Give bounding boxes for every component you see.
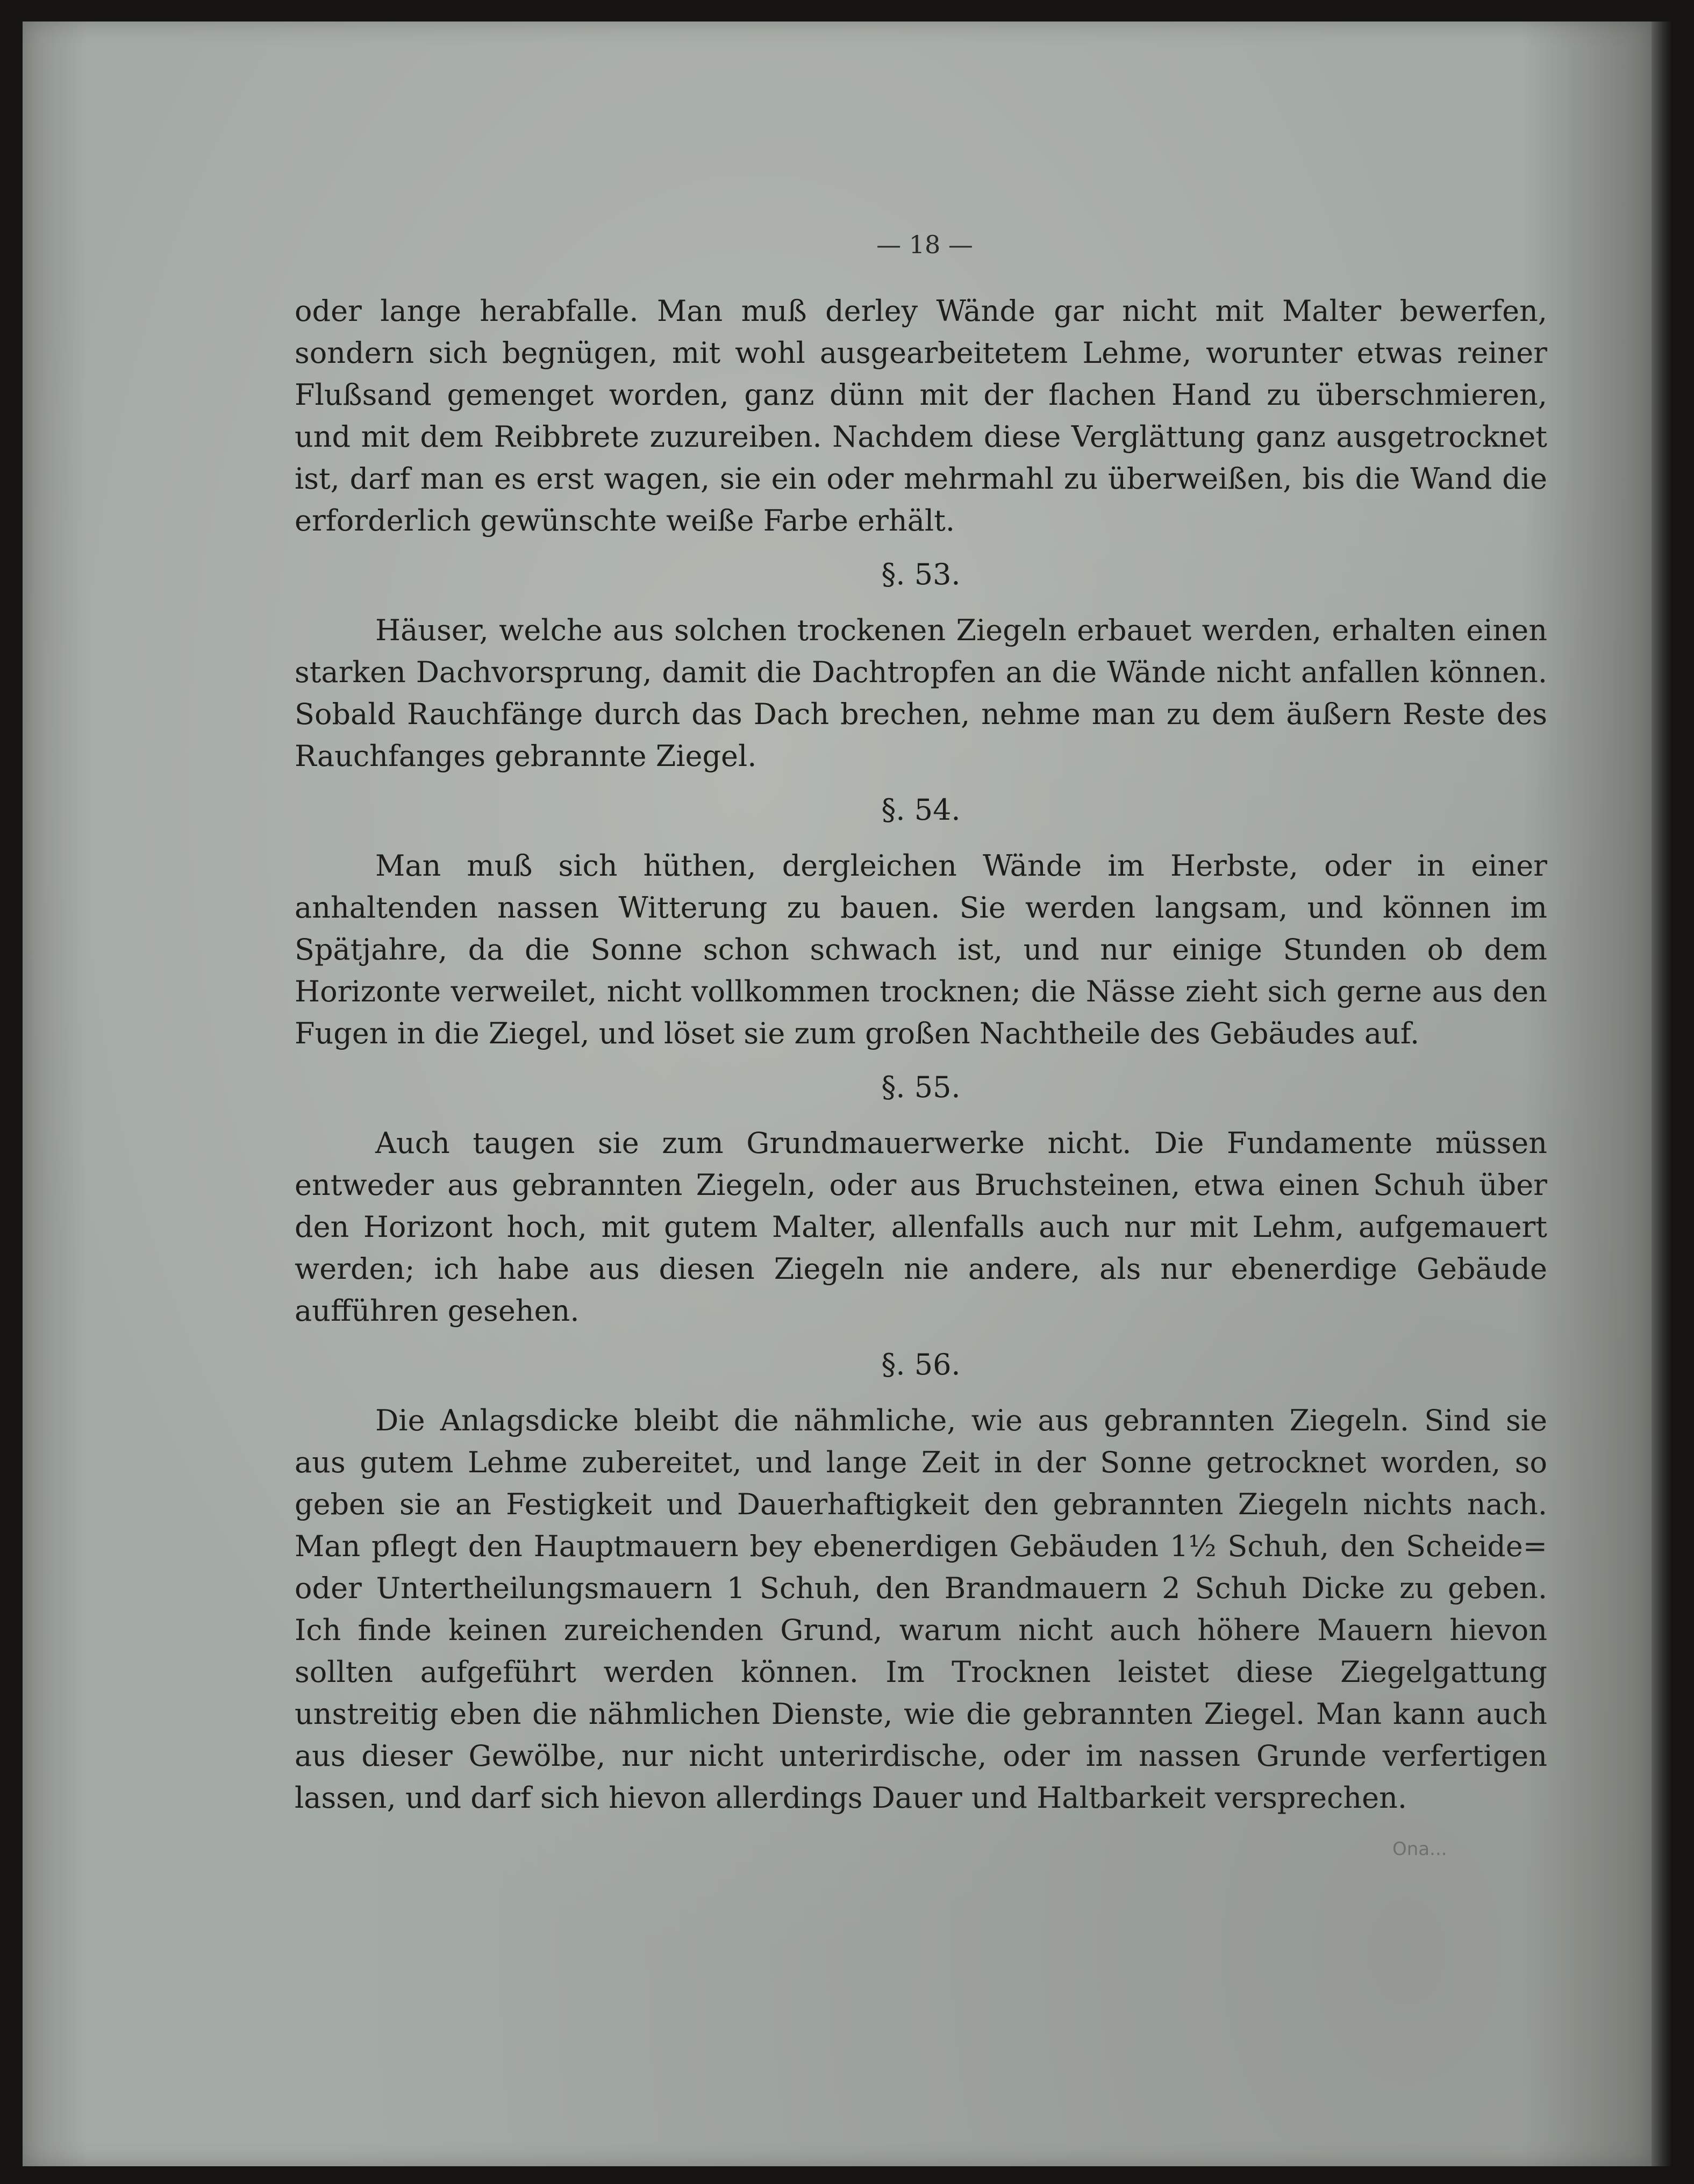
faint-margin-mark: Ona... [1392,1838,1447,1860]
section-heading-56: §. 56. [881,1348,961,1381]
paragraph-continuation: oder lange herabfalle. Man muß derley Wände gar nicht mit Malter bewerfen, sondern sich begnügen, mit wohl ausgearbeitetem Lehme, worunter etwas reiner Flußsand gemenget worden, ganz dünn mit der flachen Hand zu überschmieren, und mit dem Reibbrete zuzureiben. Nachdem diese Verglättung ganz ausgetrocknet ist, darf man es erst wagen, sie ein oder mehrmahl zu überweißen, bis die Wand die erforderlich gewünschte weiße Farbe erhält. [295,294,1547,538]
section-heading-53: §. 53. [881,557,961,591]
paragraph-section-55: Auch taugen sie zum Grundmauerwerke nicht. Die Fundamente müssen entweder aus gebrannten Ziegeln, oder aus Bruchsteinen, etwa einen Schuh über den Horizont hoch, mit gutem Malter, allenfalls auch nur mit Lehm, aufgemauert werden; ich habe aus diesen Ziegeln nie andere, als nur ebenerdige Gebäude aufführen gesehen. [295,1126,1547,1328]
section-heading-54: §. 54. [881,793,961,827]
paragraph-section-54: Man muß sich hüthen, dergleichen Wände im Herbste, oder in einer anhaltenden nassen Witterung zu bauen. Sie werden langsam, und können im Spätjahre, da die Sonne schon schwach ist, und nur einige Stunden ob dem Horizonte verweilet, nicht vollkommen trocknen; die Nässe zieht sich gerne aus den Fugen in die Ziegel, und löset sie zum großen Nachtheile des Gebäudes auf. [295,849,1547,1050]
page-number: — 18 — [876,230,973,259]
paragraph-section-56: Die Anlagsdicke bleibt die nähmliche, wie aus gebrannten Ziegeln. Sind sie aus gutem Lehme zubereitet, und lange Zeit in der Sonne getrocknet worden, so geben sie an Festigkeit und Dauerhaftigkeit den gebrannten Ziegeln nichts nach. Man pflegt den Hauptmauern bey ebenerdigen Gebäuden 1½ Schuh, den Scheide= oder Untertheilungsmauern 1 Schuh, den Brandmauern 2 Schuh Dicke zu geben. Ich finde keinen zureichenden Grund, warum nicht auch höhere Mauern hievon sollten aufgeführt werden können. Im Trocknen leistet diese Ziegelgattung unstreitig eben die nähmlichen Dienste, wie die gebrannten Ziegel. Man kann auch aus dieser Gewölbe, nur nicht unterirdische, oder im nassen Grunde verfertigen lassen, und darf sich hievon allerdings Dauer und Haltbarkeit versprechen. [295,1404,1547,1815]
paragraph-section-53: Häuser, welche aus solchen trockenen Ziegeln erbauet werden, erhalten einen starken Dachvorsprung, damit die Dachtropfen an die Wände nicht anfallen können. Sobald Rauchfänge durch das Dach brechen, nehme man zu dem äußern Reste des Rauchfanges gebrannte Ziegel. [295,613,1547,773]
section-heading-55: §. 55. [881,1070,961,1104]
page-body [295,290,1547,1819]
binding-edge [1652,22,1673,2166]
